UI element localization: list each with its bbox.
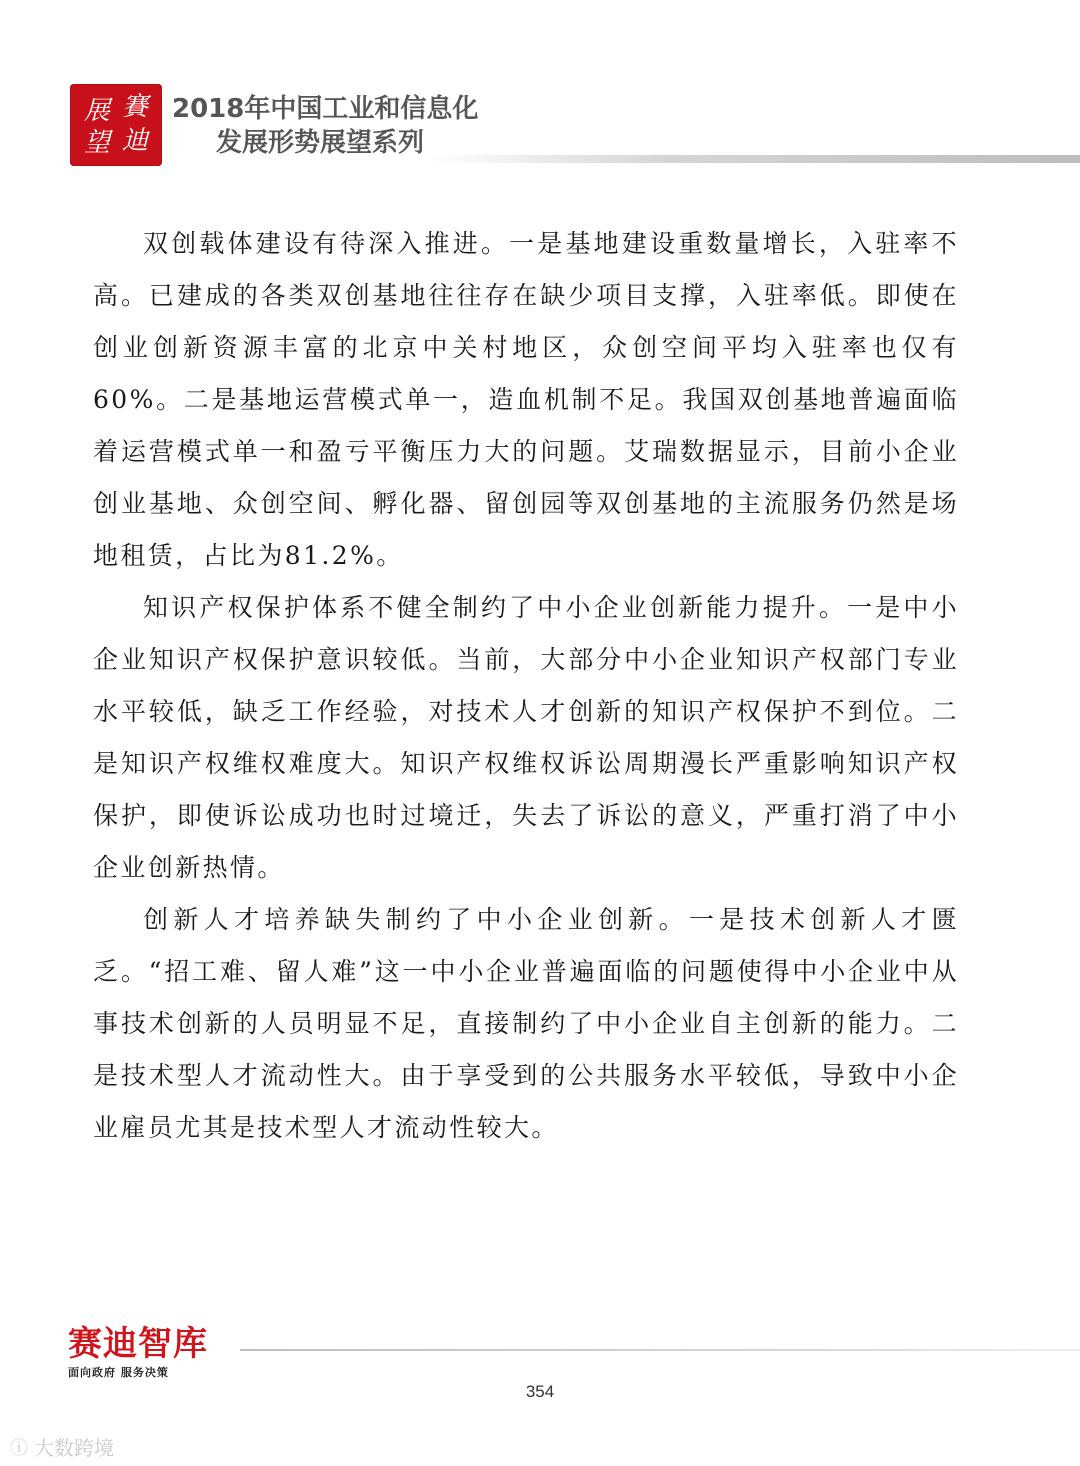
- seal-char-2: 迪: [122, 126, 149, 156]
- page-number: 354: [525, 1382, 555, 1401]
- paragraph-1: 双创载体建设有待深入推进。一是基地建设重数量增长，入驻率不高。已建成的各类双创基地往往存在缺少项目支撑，入驻率低。即使在创业创新资源丰富的北京中关村地区，众创空间平均入驻率也仅有60%。二是基地运营模式单一，造血机制不足。我国双创基地普遍面临着运营模式单一和盈亏平衡压力大的问题。艾瑞数据显示，目前小企业创业基地、众创空间、孵化器、留创园等双创基地的主流服务仍然是场地租赁，占比为81.2%。: [93, 229, 959, 570]
- footer-logo-slogan: 面向政府 服务决策: [68, 1366, 169, 1379]
- header-title-line2: 发展形势展望系列: [216, 128, 425, 158]
- header-title-line1: 2018年中国工业和信息化: [172, 94, 479, 124]
- footer-logo-main: 赛迪智库: [68, 1324, 208, 1364]
- watermark-icon: ⓘ: [10, 1437, 28, 1459]
- body-text: [93, 218, 959, 1154]
- seal-char-4: 望: [84, 128, 111, 158]
- watermark: [10, 1432, 114, 1461]
- header-divider: [430, 155, 1080, 163]
- seal-char-3: 展: [84, 96, 111, 126]
- seal-logo: [70, 84, 162, 166]
- footer-logo: [68, 1326, 228, 1380]
- paragraph-2: 知识产权保护体系不健全制约了中小企业创新能力提升。一是中小企业知识产权保护意识较低。当前，大部分中小企业知识产权部门专业水平较低，缺乏工作经验，对技术人才创新的知识产权保护不到位。二是知识产权维权难度大。知识产权维权诉讼周期漫长严重影响知识产权保护，即使诉讼成功也时过境迁，失去了诉讼的意义，严重打消了中小企业创新热情。: [93, 593, 959, 882]
- watermark-text: 大数跨境: [34, 1436, 114, 1460]
- page-header-title: [172, 92, 478, 160]
- footer-divider: [240, 1349, 1080, 1351]
- seal-char-1: 賽: [122, 92, 149, 122]
- paragraph-3: 创新人才培养缺失制约了中小企业创新。一是技术创新人才匮乏。“招工难、留人难”这一中小企业普遍面临的问题使得中小企业中从事技术创新的人员明显不足，直接制约了中小企业自主创新的能力。二是技术型人才流动性大。由于享受到的公共服务水平较低，导致中小企业雇员尤其是技术型人才流动性较大。: [93, 905, 959, 1142]
